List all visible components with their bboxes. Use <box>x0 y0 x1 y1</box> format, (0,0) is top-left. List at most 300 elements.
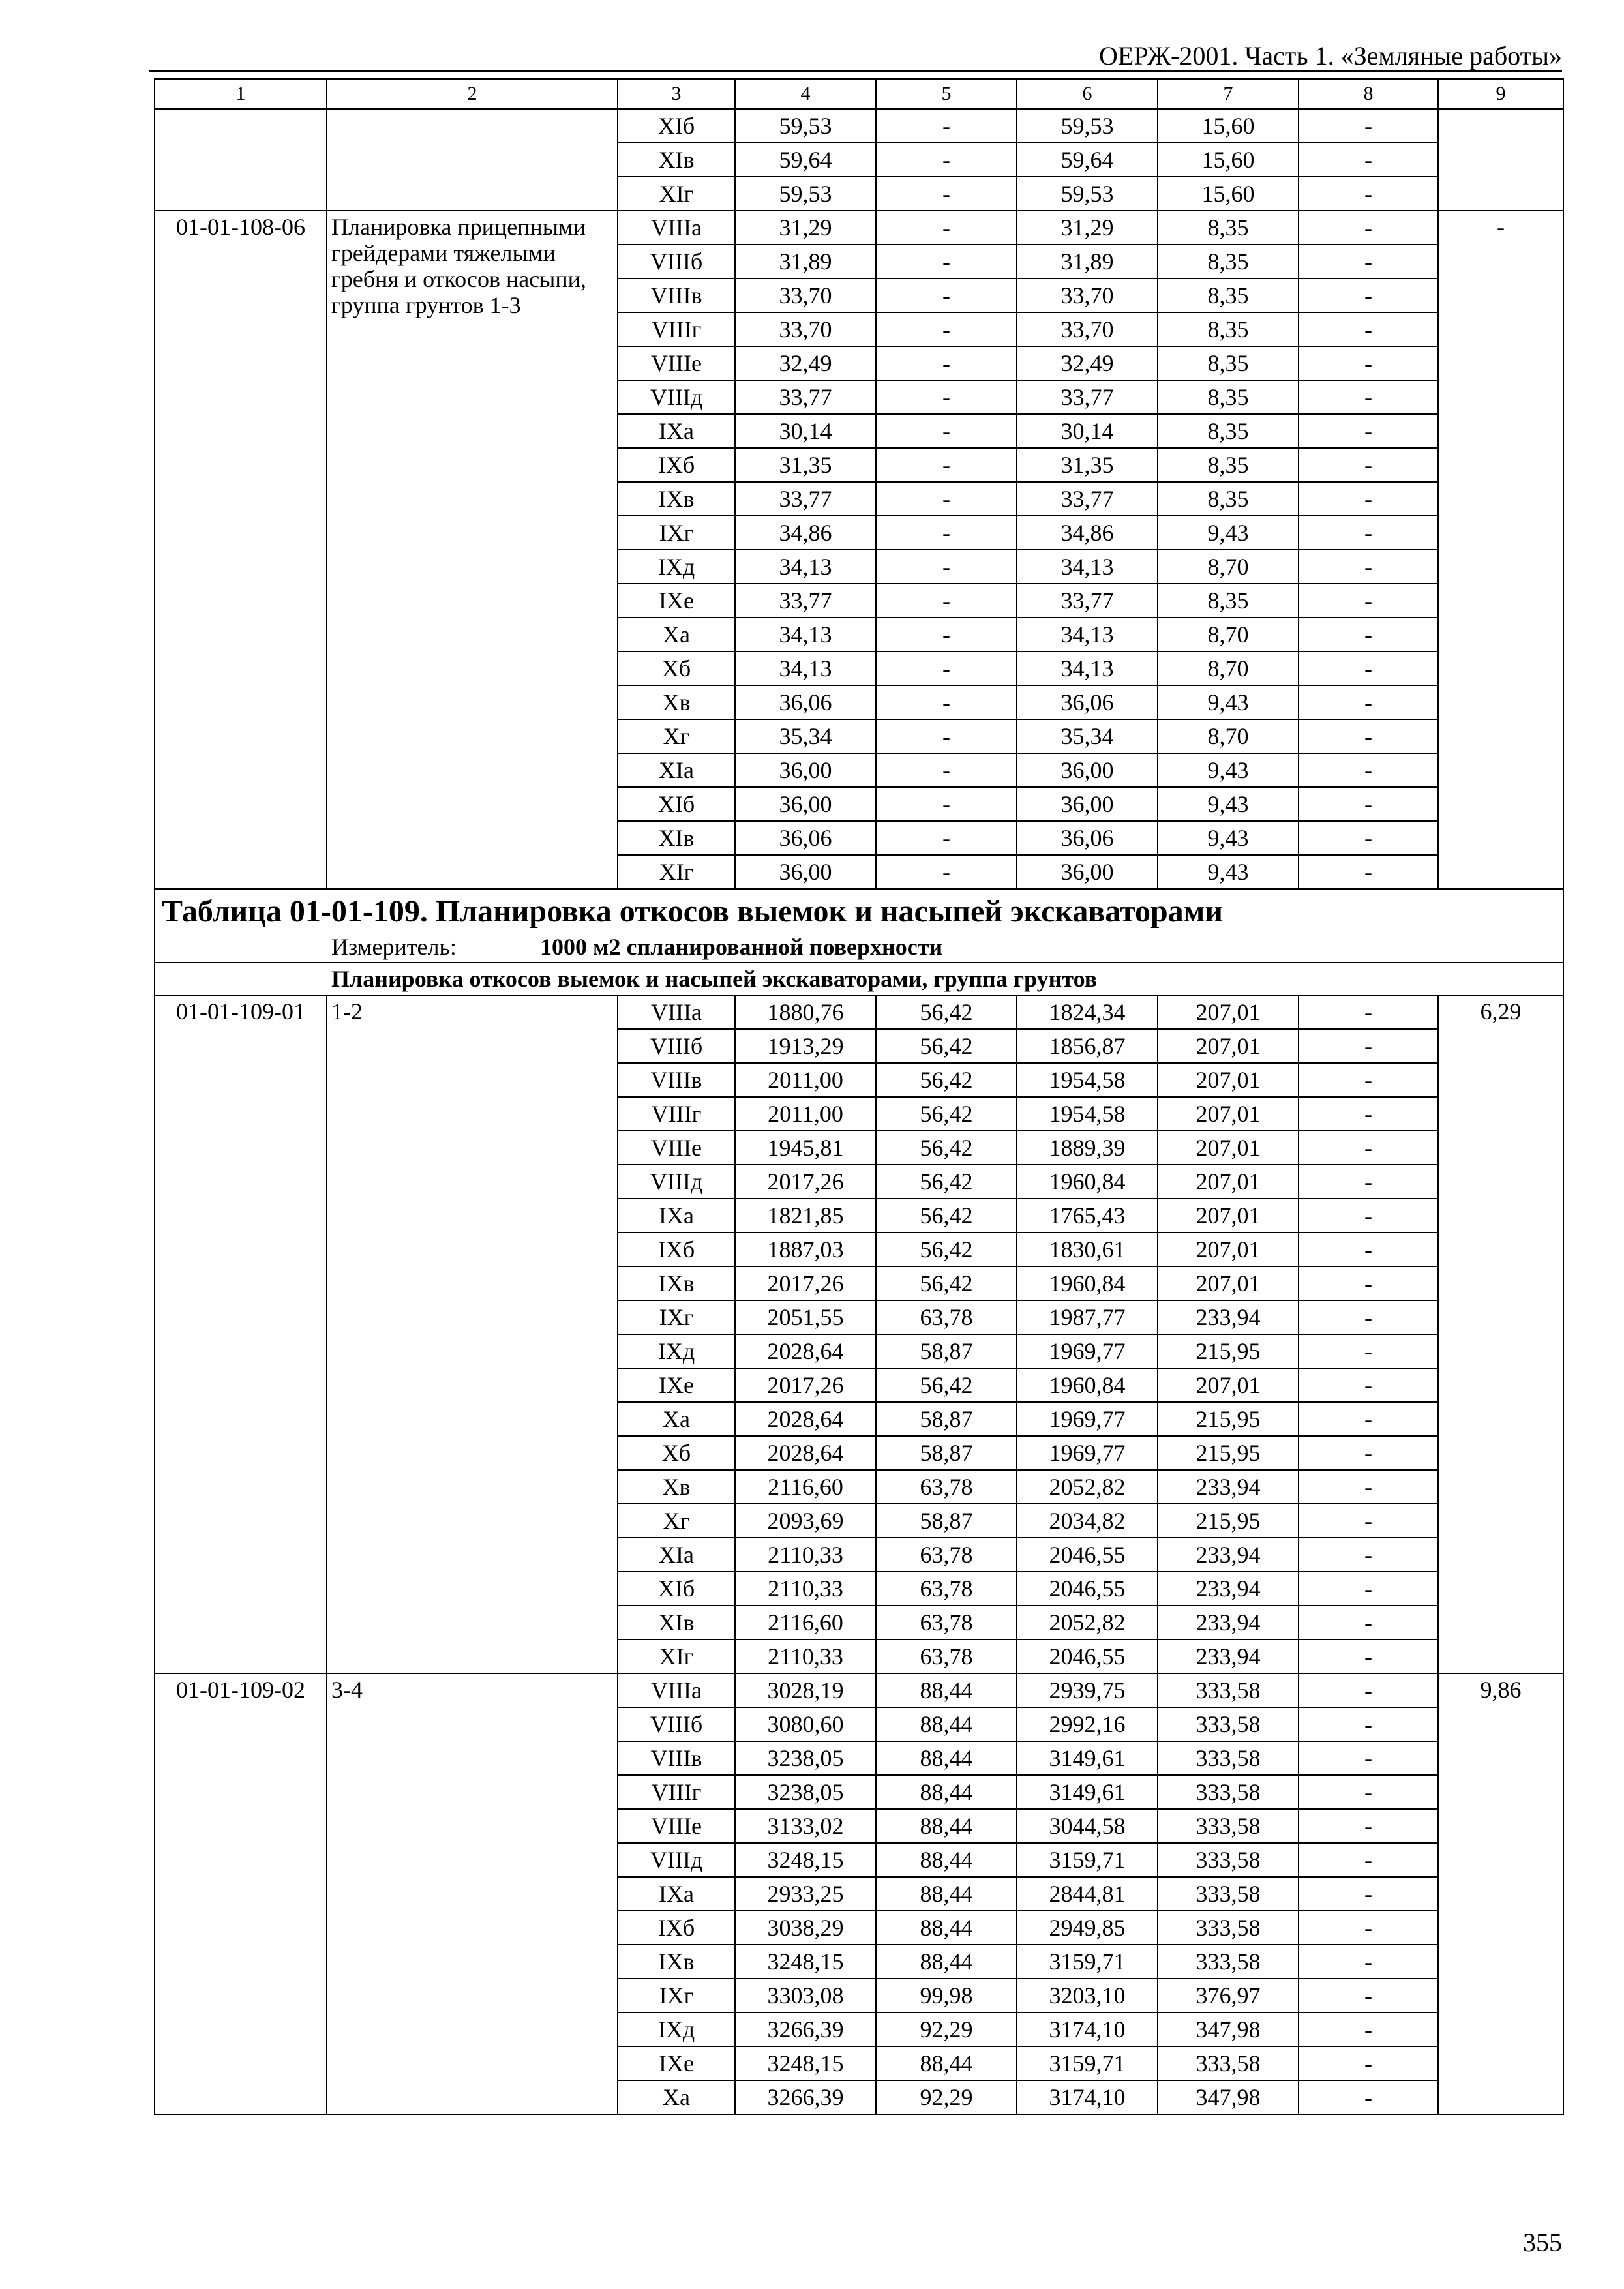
page-header-title: ОЕРЖ-2001. Часть 1. «Земляные работы» <box>1099 41 1562 70</box>
table-cell: 3159,71 <box>1017 1945 1158 1979</box>
table-cell: 3133,02 <box>735 1809 876 1843</box>
table-cell: 8,35 <box>1158 211 1299 245</box>
table-cell: 3303,08 <box>735 1979 876 2012</box>
norms-table <box>154 78 1564 2115</box>
table-cell: VIIIв <box>618 278 735 312</box>
table-cell: 8,35 <box>1158 346 1299 380</box>
table-cell: 233,94 <box>1158 1300 1299 1334</box>
table-cell: 2046,55 <box>1017 1572 1158 1606</box>
table-cell: XIв <box>618 821 735 855</box>
table-cell: 33,70 <box>735 278 876 312</box>
table-cell: 31,35 <box>1017 448 1158 482</box>
table-cell: Xа <box>618 618 735 651</box>
table-cell: 36,00 <box>1017 787 1158 821</box>
table-cell: IXе <box>618 584 735 618</box>
table-cell: - <box>1299 1877 1438 1911</box>
table-cell: 2011,00 <box>735 1063 876 1097</box>
table-cell: 31,89 <box>735 245 876 278</box>
table-cell: 207,01 <box>1158 1063 1299 1097</box>
table-cell: 3044,58 <box>1017 1809 1158 1843</box>
header-rule <box>149 70 1562 72</box>
table-cell: 8,35 <box>1158 584 1299 618</box>
table-cell: - <box>1299 1233 1438 1266</box>
table-cell: VIIIв <box>618 1063 735 1097</box>
table-cell: XIб <box>618 1572 735 1606</box>
table-cell: - <box>876 245 1017 278</box>
table-cell: IXд <box>618 550 735 584</box>
table-cell: 31,29 <box>735 211 876 245</box>
table-cell: 58,87 <box>876 1504 1017 1538</box>
table-cell: 56,42 <box>876 1368 1017 1402</box>
table-cell: 1913,29 <box>735 1029 876 1063</box>
table-cell: - <box>1299 1538 1438 1572</box>
table-cell: - <box>1299 787 1438 821</box>
unit-label: Измеритель: <box>331 934 457 960</box>
table-cell: 207,01 <box>1158 1097 1299 1131</box>
table-cell: 207,01 <box>1158 1029 1299 1063</box>
table-cell: - <box>876 651 1017 685</box>
table-cell: 88,44 <box>876 1945 1017 1979</box>
table-cell: 1960,84 <box>1017 1266 1158 1300</box>
table-cell: - <box>1299 1945 1438 1979</box>
table-cell: 2116,60 <box>735 1470 876 1504</box>
table-cell: 2028,64 <box>735 1402 876 1436</box>
table-cell: 8,35 <box>1158 278 1299 312</box>
table-cell: 1945,81 <box>735 1131 876 1165</box>
table-cell: 88,44 <box>876 1775 1017 1809</box>
table-cell: 2110,33 <box>735 1538 876 1572</box>
table-cell: 9,43 <box>1158 516 1299 550</box>
table-cell: - <box>1299 1300 1438 1334</box>
table-cell: 2992,16 <box>1017 1707 1158 1741</box>
table-cell: XIв <box>618 1606 735 1639</box>
table-cell: 376,97 <box>1158 1979 1299 2012</box>
table-cell: 36,00 <box>1017 855 1158 889</box>
table-cell: 1954,58 <box>1017 1063 1158 1097</box>
table-cell: - <box>1299 1334 1438 1368</box>
table-cell: - <box>1299 1199 1438 1233</box>
table-cell: 2949,85 <box>1017 1911 1158 1945</box>
table-cell: 3203,10 <box>1017 1979 1158 2012</box>
table-cell: 63,78 <box>876 1606 1017 1639</box>
table-cell: 63,78 <box>876 1572 1017 1606</box>
table-cell: 3149,61 <box>1017 1775 1158 1809</box>
unit-value: 1000 м2 спланированной поверхности <box>540 934 943 960</box>
table-cell: 88,44 <box>876 1673 1017 1707</box>
table-cell: 2017,26 <box>735 1266 876 1300</box>
table-cell: 207,01 <box>1158 995 1299 1029</box>
table-cell: 34,13 <box>735 651 876 685</box>
table-cell: 233,94 <box>1158 1639 1299 1673</box>
table-cell: 9,43 <box>1158 787 1299 821</box>
table-cell: 3159,71 <box>1017 1843 1158 1877</box>
table-cell: VIIIб <box>618 1029 735 1063</box>
table-cell: - <box>1299 1572 1438 1606</box>
resource-code: 01-01-109-02 <box>155 1673 327 2114</box>
table-cell: VIIIа <box>618 211 735 245</box>
table-cell: 36,00 <box>1017 753 1158 787</box>
table-cell: - <box>1299 448 1438 482</box>
table-cell: - <box>876 787 1017 821</box>
column-number: 5 <box>876 79 1017 109</box>
table-cell: 36,00 <box>735 855 876 889</box>
table-cell: 2017,26 <box>735 1165 876 1199</box>
table-cell: 33,77 <box>1017 584 1158 618</box>
table-cell: IXа <box>618 1877 735 1911</box>
table-cell: Xг <box>618 1504 735 1538</box>
table-cell: 333,58 <box>1158 1673 1299 1707</box>
table-cell: 333,58 <box>1158 1741 1299 1775</box>
table-cell: 34,13 <box>735 618 876 651</box>
table-cell: 207,01 <box>1158 1199 1299 1233</box>
table-cell: VIIIв <box>618 1741 735 1775</box>
table-cell: - <box>1299 211 1438 245</box>
table-cell: - <box>1299 143 1438 177</box>
table-cell: 33,77 <box>735 380 876 414</box>
table-cell: - <box>1299 584 1438 618</box>
table-cell: 58,87 <box>876 1334 1017 1368</box>
table-cell: 233,94 <box>1158 1606 1299 1639</box>
table-cell: IXб <box>618 1911 735 1945</box>
table-cell: 215,95 <box>1158 1334 1299 1368</box>
table-cell: - <box>1299 1368 1438 1402</box>
table-cell: 1824,34 <box>1017 995 1158 1029</box>
table-cell: - <box>1299 821 1438 855</box>
table-cell: 2110,33 <box>735 1639 876 1673</box>
table-cell: 8,35 <box>1158 312 1299 346</box>
table-cell: 2093,69 <box>735 1504 876 1538</box>
table-cell: - <box>1299 1741 1438 1775</box>
table-row <box>155 109 1563 143</box>
table-cell: 56,42 <box>876 1063 1017 1097</box>
table-cell: 233,94 <box>1158 1470 1299 1504</box>
table-cell: - <box>1299 1843 1438 1877</box>
table-cell: 333,58 <box>1158 1877 1299 1911</box>
table-cell: - <box>876 584 1017 618</box>
table-cell: 3038,29 <box>735 1911 876 1945</box>
table-cell: XIв <box>618 143 735 177</box>
table-cell: VIIIе <box>618 1809 735 1843</box>
table-cell: - <box>876 177 1017 211</box>
column-9-value: - <box>1438 211 1563 889</box>
work-name: 3-4 <box>327 1673 618 2114</box>
table-cell: 1960,84 <box>1017 1165 1158 1199</box>
table-cell: 333,58 <box>1158 1775 1299 1809</box>
table-cell: 63,78 <box>876 1470 1017 1504</box>
table-cell: 2017,26 <box>735 1368 876 1402</box>
table-cell: - <box>1299 516 1438 550</box>
table-cell: 36,06 <box>735 685 876 719</box>
table-cell: 56,42 <box>876 1029 1017 1063</box>
table-cell: - <box>1299 1606 1438 1639</box>
table-cell: 1987,77 <box>1017 1300 1158 1334</box>
table-cell: IXг <box>618 516 735 550</box>
table-cell: XIб <box>618 109 735 143</box>
work-name: 1-2 <box>327 995 618 1673</box>
table-cell: 3174,10 <box>1017 2012 1158 2046</box>
table-cell: XIг <box>618 177 735 211</box>
table-cell: 3238,05 <box>735 1741 876 1775</box>
table-cell: VIIIе <box>618 346 735 380</box>
table-cell: - <box>1299 414 1438 448</box>
table-cell: IXб <box>618 1233 735 1266</box>
table-cell: 63,78 <box>876 1639 1017 1673</box>
table-cell: 3266,39 <box>735 2080 876 2114</box>
table-cell: 1889,39 <box>1017 1131 1158 1165</box>
table-cell: 35,34 <box>735 719 876 753</box>
table-cell: - <box>876 380 1017 414</box>
column-numbers-row <box>155 79 1563 109</box>
table-cell: VIIIд <box>618 1843 735 1877</box>
table-cell: 56,42 <box>876 1097 1017 1131</box>
table-cell: - <box>1299 1809 1438 1843</box>
table-cell: 1969,77 <box>1017 1436 1158 1470</box>
table-cell: 33,70 <box>1017 312 1158 346</box>
table-cell: 3248,15 <box>735 2046 876 2080</box>
table-cell: IXг <box>618 1300 735 1334</box>
table-cell: 88,44 <box>876 1911 1017 1945</box>
table-cell: - <box>1299 2012 1438 2046</box>
table-cell: - <box>876 618 1017 651</box>
table-cell: 2116,60 <box>735 1606 876 1639</box>
table-cell: 333,58 <box>1158 1911 1299 1945</box>
table-cell: 59,53 <box>1017 177 1158 211</box>
table-cell: 2939,75 <box>1017 1673 1158 1707</box>
table-cell: Xб <box>618 651 735 685</box>
table-cell: - <box>1299 482 1438 516</box>
table-cell: XIг <box>618 855 735 889</box>
table-cell: VIIIб <box>618 1707 735 1741</box>
table-cell: - <box>1299 855 1438 889</box>
table-cell: 34,13 <box>735 550 876 584</box>
table-cell: 215,95 <box>1158 1504 1299 1538</box>
table-cell: - <box>1299 278 1438 312</box>
table-cell: 32,49 <box>1017 346 1158 380</box>
table-cell: VIIIг <box>618 312 735 346</box>
table-cell: - <box>1299 1029 1438 1063</box>
table-cell: 31,89 <box>1017 245 1158 278</box>
table-cell: IXг <box>618 1979 735 2012</box>
table-cell: 233,94 <box>1158 1538 1299 1572</box>
table-cell: 30,14 <box>735 414 876 448</box>
table-cell: - <box>1299 1470 1438 1504</box>
table-cell: 8,35 <box>1158 245 1299 278</box>
table-cell: 2034,82 <box>1017 1504 1158 1538</box>
table-cell: 56,42 <box>876 1266 1017 1300</box>
table-cell: 88,44 <box>876 1741 1017 1775</box>
table-cell: - <box>876 753 1017 787</box>
table-cell: 207,01 <box>1158 1368 1299 1402</box>
table-cell: 2028,64 <box>735 1436 876 1470</box>
table-cell: 3080,60 <box>735 1707 876 1741</box>
table-cell: 56,42 <box>876 1165 1017 1199</box>
table-row <box>155 1673 1563 1707</box>
column-number: 9 <box>1438 79 1563 109</box>
table-cell: VIIIб <box>618 245 735 278</box>
table-cell: VIIIа <box>618 1673 735 1707</box>
table-title: Таблица 01-01-109. Планировка откосов выемок и насыпей экскаваторами <box>162 894 1224 929</box>
table-cell: 99,98 <box>876 1979 1017 2012</box>
table-cell: - <box>1299 685 1438 719</box>
unit-line <box>162 933 1556 961</box>
table-cell: IXд <box>618 2012 735 2046</box>
table-cell: 8,35 <box>1158 414 1299 448</box>
table-cell: - <box>1299 380 1438 414</box>
table-cell: 33,70 <box>735 312 876 346</box>
table-cell: 63,78 <box>876 1300 1017 1334</box>
subheading-row <box>155 963 1563 995</box>
column-9-value <box>1438 109 1563 211</box>
table-cell: 347,98 <box>1158 2012 1299 2046</box>
table-cell: 34,86 <box>1017 516 1158 550</box>
column-number: 7 <box>1158 79 1299 109</box>
column-number: 3 <box>618 79 735 109</box>
table-cell: 1880,76 <box>735 995 876 1029</box>
table-cell: - <box>1299 550 1438 584</box>
table-cell: - <box>1299 719 1438 753</box>
table-cell: Xг <box>618 719 735 753</box>
table-cell: 347,98 <box>1158 2080 1299 2114</box>
table-cell: 2028,64 <box>735 1334 876 1368</box>
table-cell: - <box>876 278 1017 312</box>
table-cell: - <box>1299 1436 1438 1470</box>
table-heading <box>155 889 1563 963</box>
table-cell: - <box>1299 2046 1438 2080</box>
table-cell: 1969,77 <box>1017 1334 1158 1368</box>
table-cell: - <box>876 346 1017 380</box>
table-row <box>155 211 1563 245</box>
table-cell: Xв <box>618 1470 735 1504</box>
table-cell: 59,64 <box>735 143 876 177</box>
table-cell: - <box>1299 1097 1438 1131</box>
column-9-value: 6,29 <box>1438 995 1563 1673</box>
table-cell: - <box>1299 1911 1438 1945</box>
column-number: 6 <box>1017 79 1158 109</box>
table-cell: IXд <box>618 1334 735 1368</box>
table-cell: - <box>876 109 1017 143</box>
resource-code: 01-01-109-01 <box>155 995 327 1673</box>
table-cell: 92,29 <box>876 2012 1017 2046</box>
table-cell: - <box>1299 1707 1438 1741</box>
table-cell: 30,14 <box>1017 414 1158 448</box>
table-cell: 2052,82 <box>1017 1606 1158 1639</box>
table-cell: 59,53 <box>1017 109 1158 143</box>
table-cell: - <box>1299 1402 1438 1436</box>
table-cell: 333,58 <box>1158 1945 1299 1979</box>
table-cell: 56,42 <box>876 995 1017 1029</box>
table-cell: - <box>1299 312 1438 346</box>
table-cell: - <box>1299 177 1438 211</box>
table-cell: 59,53 <box>735 109 876 143</box>
table-cell: 2933,25 <box>735 1877 876 1911</box>
table-cell: - <box>1299 245 1438 278</box>
table-cell: 1960,84 <box>1017 1368 1158 1402</box>
table-cell: 32,49 <box>735 346 876 380</box>
table-cell: 31,35 <box>735 448 876 482</box>
table-cell: 34,13 <box>1017 550 1158 584</box>
table-cell: - <box>876 550 1017 584</box>
table-cell: IXв <box>618 1266 735 1300</box>
table-cell: 33,77 <box>1017 380 1158 414</box>
table-cell: 1765,43 <box>1017 1199 1158 1233</box>
table-cell: 1821,85 <box>735 1199 876 1233</box>
table-cell: 333,58 <box>1158 2046 1299 2080</box>
table-row <box>155 995 1563 1029</box>
table-cell: 34,13 <box>1017 651 1158 685</box>
table-cell: 1830,61 <box>1017 1233 1158 1266</box>
table-cell: XIг <box>618 1639 735 1673</box>
table-cell: 88,44 <box>876 1877 1017 1911</box>
table-cell: 9,43 <box>1158 685 1299 719</box>
table-cell: - <box>1299 995 1438 1029</box>
table-cell: 15,60 <box>1158 177 1299 211</box>
table-cell: 233,94 <box>1158 1572 1299 1606</box>
table-cell: 1856,87 <box>1017 1029 1158 1063</box>
work-name: Планировка прицепными грейдерами тяжелыми гребня и откосов насыпи, группа грунтов 1-3 <box>327 211 618 889</box>
table-cell: 35,34 <box>1017 719 1158 753</box>
table-cell: IXа <box>618 414 735 448</box>
table-cell: VIIIе <box>618 1131 735 1165</box>
table-cell: 63,78 <box>876 1538 1017 1572</box>
table-cell: - <box>876 719 1017 753</box>
table-cell: - <box>876 143 1017 177</box>
table-cell: - <box>1299 2080 1438 2114</box>
table-cell: 333,58 <box>1158 1809 1299 1843</box>
table-cell: 1887,03 <box>735 1233 876 1266</box>
table-cell: 8,35 <box>1158 448 1299 482</box>
table-cell: IXб <box>618 448 735 482</box>
table-cell: 207,01 <box>1158 1165 1299 1199</box>
table-cell: 88,44 <box>876 1809 1017 1843</box>
table-cell: 207,01 <box>1158 1131 1299 1165</box>
table-cell: 2011,00 <box>735 1097 876 1131</box>
table-cell: 58,87 <box>876 1402 1017 1436</box>
table-cell: 33,77 <box>1017 482 1158 516</box>
table-cell: 2052,82 <box>1017 1470 1158 1504</box>
table-cell: - <box>1299 346 1438 380</box>
table-cell: Xб <box>618 1436 735 1470</box>
table-cell: 8,35 <box>1158 380 1299 414</box>
table-cell: - <box>1299 651 1438 685</box>
table-cell: IXв <box>618 1945 735 1979</box>
table-cell: 92,29 <box>876 2080 1017 2114</box>
table-cell: Xа <box>618 2080 735 2114</box>
table-cell: 58,87 <box>876 1436 1017 1470</box>
table-cell: 8,70 <box>1158 618 1299 651</box>
table-cell: - <box>1299 1775 1438 1809</box>
column-number: 4 <box>735 79 876 109</box>
table-cell: IXа <box>618 1199 735 1233</box>
table-cell: 207,01 <box>1158 1233 1299 1266</box>
table-cell: 3028,19 <box>735 1673 876 1707</box>
table-cell: - <box>876 312 1017 346</box>
table-cell: 1969,77 <box>1017 1402 1158 1436</box>
table-cell: 33,77 <box>735 584 876 618</box>
table-cell: - <box>876 211 1017 245</box>
table-cell: 36,06 <box>735 821 876 855</box>
table-cell: IXе <box>618 1368 735 1402</box>
table-cell: 88,44 <box>876 2046 1017 2080</box>
table-cell: 2046,55 <box>1017 1538 1158 1572</box>
table-cell: XIа <box>618 1538 735 1572</box>
table-cell: - <box>1299 1639 1438 1673</box>
table-cell: 3174,10 <box>1017 2080 1158 2114</box>
table-cell: 59,64 <box>1017 143 1158 177</box>
table-cell: 207,01 <box>1158 1266 1299 1300</box>
table-cell: 36,06 <box>1017 685 1158 719</box>
table-cell: 36,00 <box>735 753 876 787</box>
table-cell: 9,43 <box>1158 821 1299 855</box>
